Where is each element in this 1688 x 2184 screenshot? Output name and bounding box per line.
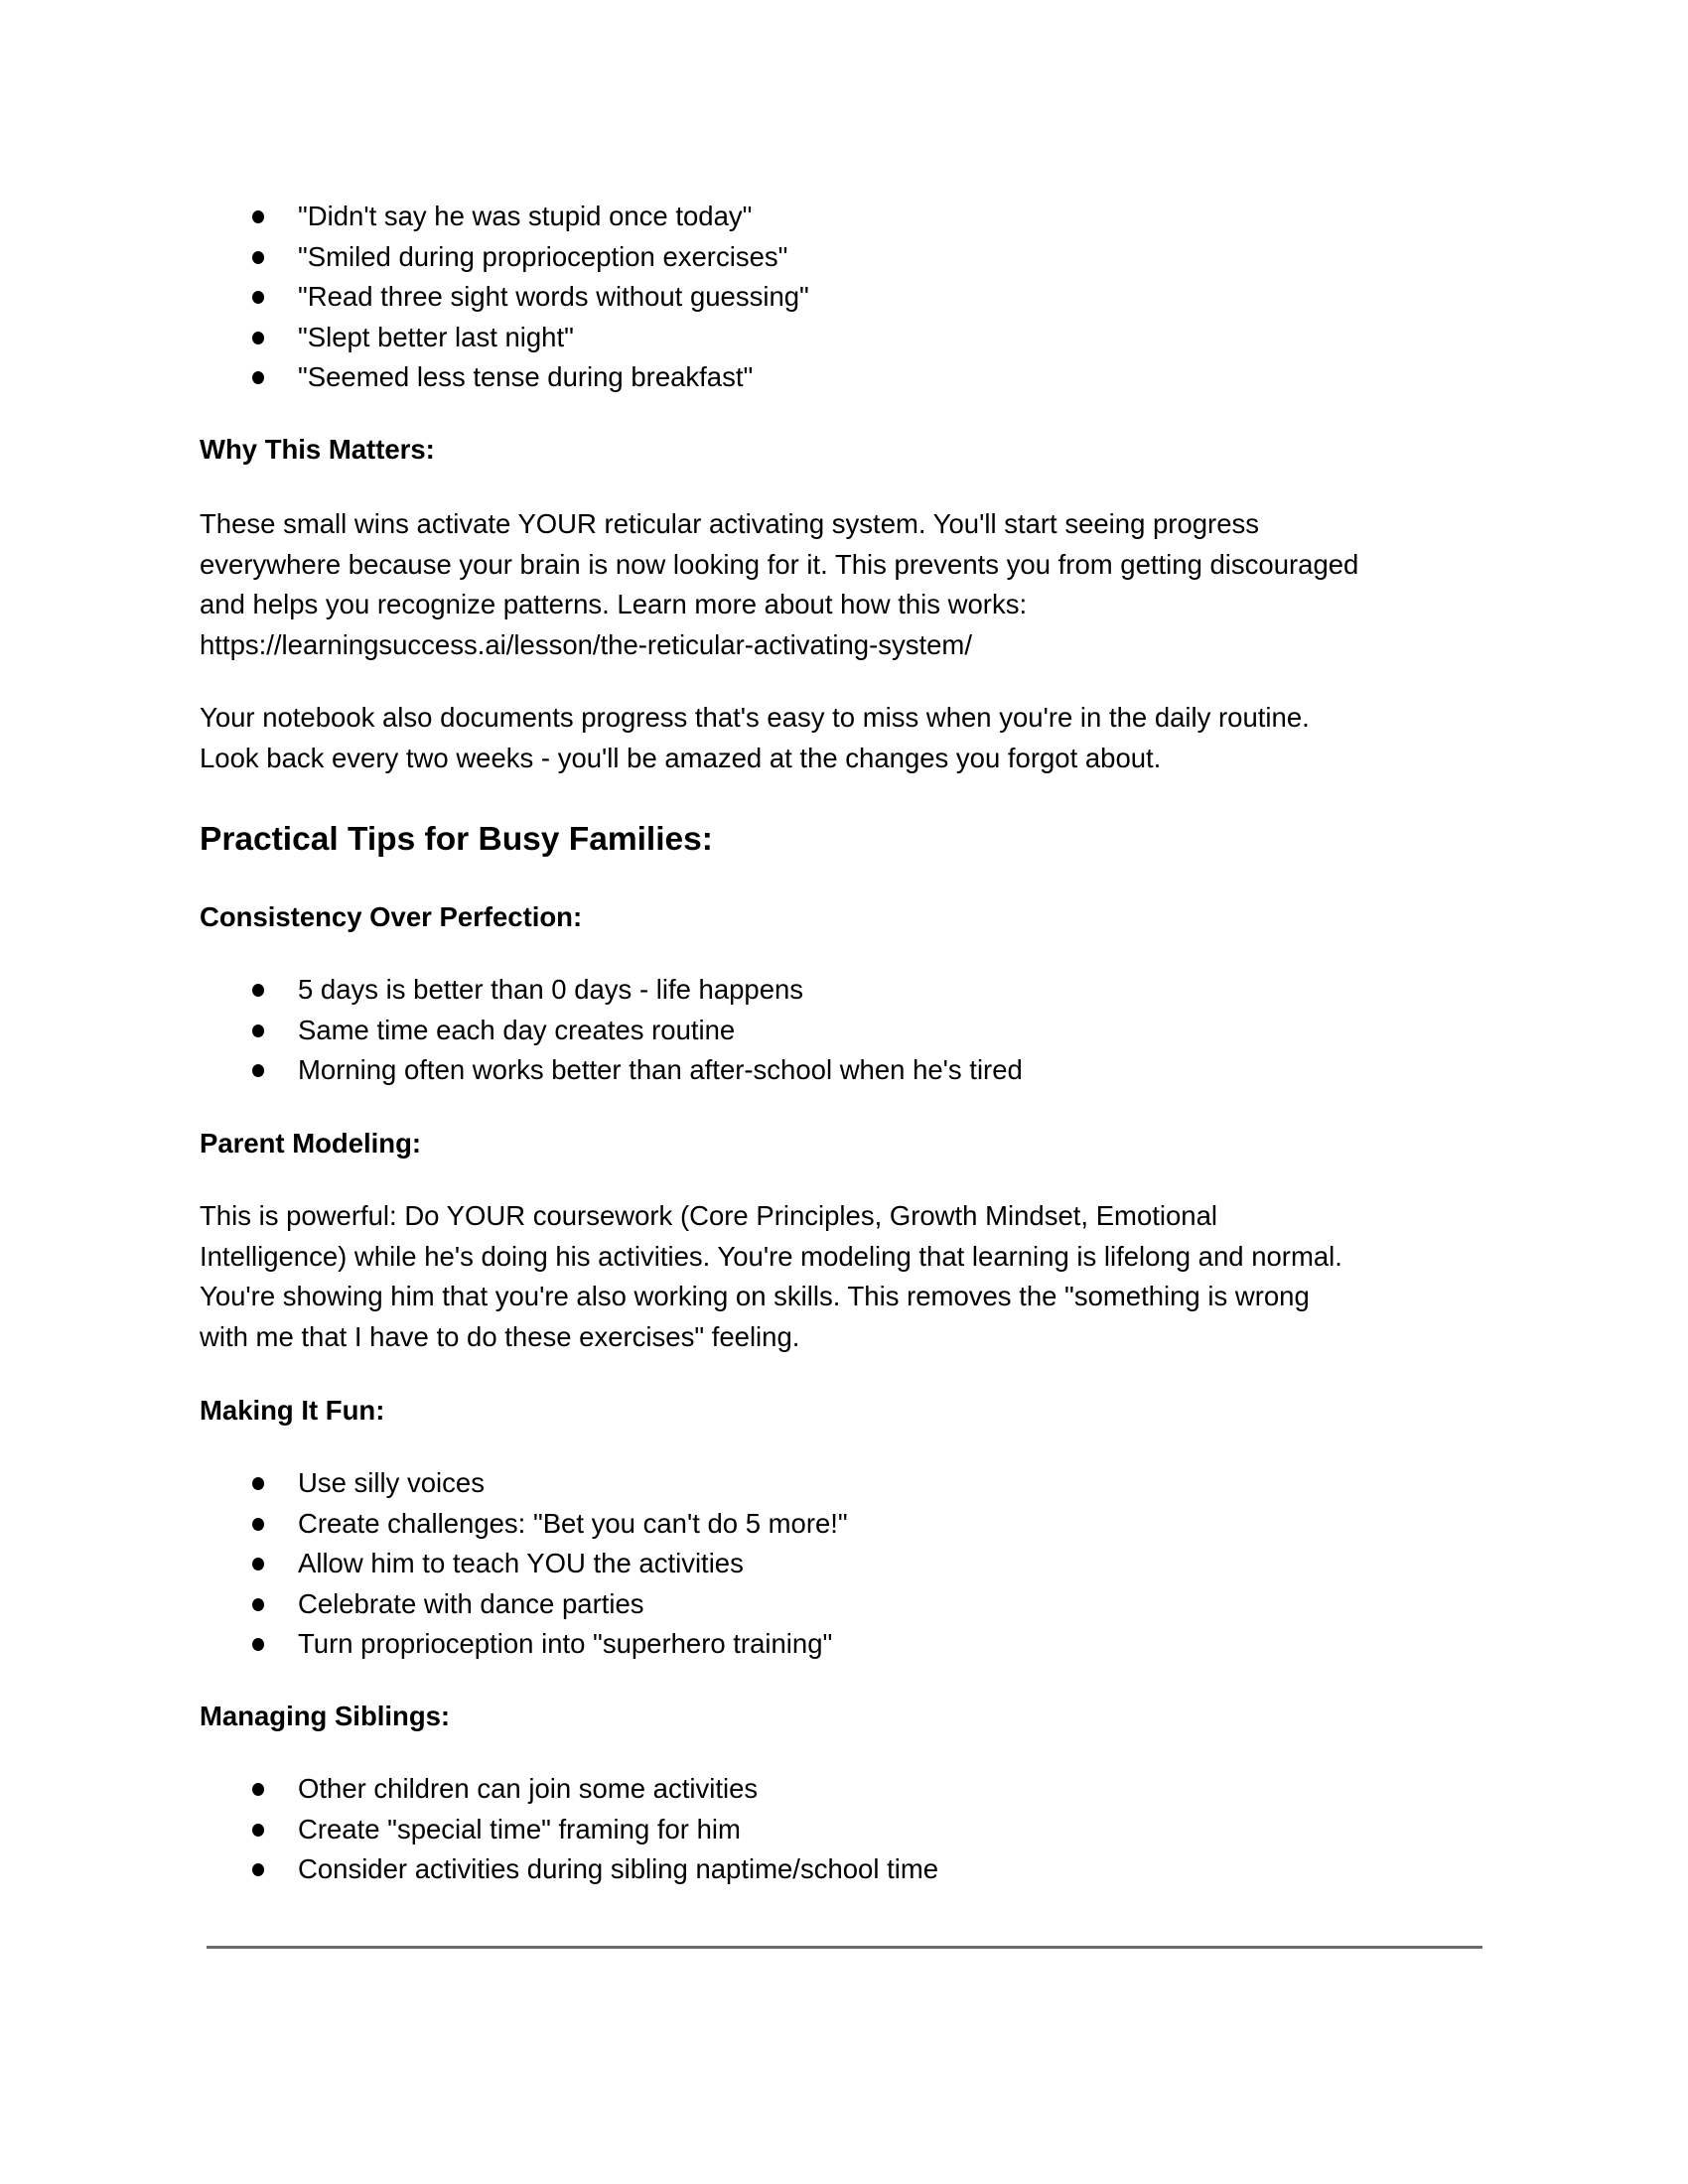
bullet-icon xyxy=(252,332,264,344)
why-this-matters-heading: Why This Matters: xyxy=(200,434,435,465)
bullet-icon xyxy=(252,1477,264,1490)
list-item-text: Use silly voices xyxy=(298,1467,485,1498)
practical-tips-heading: Practical Tips for Busy Families: xyxy=(200,821,713,858)
bullet-icon xyxy=(252,371,264,384)
paragraph-line: Look back every two weeks - you'll be amazed at the changes you forgot about. xyxy=(200,742,1162,773)
list-item-text: Allow him to teach YOU the activities xyxy=(298,1548,744,1579)
parent-modeling-paragraph xyxy=(200,1196,1342,1357)
list-item-text: "Didn't say he was stupid once today" xyxy=(298,201,753,231)
horizontal-divider xyxy=(207,1946,1482,1949)
list-item-text: Same time each day creates routine xyxy=(298,1014,736,1045)
bullet-icon xyxy=(252,984,264,997)
reticular-system-link[interactable]: https://learningsuccess.ai/lesson/the-reticular-activating-system/ xyxy=(200,628,972,660)
bullet-icon xyxy=(252,1558,264,1570)
list-item-text: Celebrate with dance parties xyxy=(298,1587,644,1619)
list-item-text: Turn proprioception into "superhero training" xyxy=(298,1628,833,1660)
list-item-text: "Read three sight words without guessing" xyxy=(298,281,809,313)
paragraph-line: with me that I have to do these exercises" feeling. xyxy=(200,1320,800,1352)
bullet-icon xyxy=(252,1064,264,1077)
parent-modeling-heading: Parent Modeling: xyxy=(200,1128,422,1159)
bullet-icon xyxy=(252,210,264,223)
bullet-icon xyxy=(252,1824,264,1837)
list-item-text: Morning often works better than after-school when he's tired xyxy=(298,1054,1023,1086)
list-item-text: Consider activities during sibling naptime/school time xyxy=(298,1853,939,1885)
bullet-icon xyxy=(252,1518,264,1531)
bullet-icon xyxy=(252,1024,264,1037)
making-it-fun-heading: Making It Fun: xyxy=(200,1395,385,1426)
paragraph-line: everywhere because your brain is now looking for it. This prevents you from getting discouraged xyxy=(200,548,1359,580)
list-item-text: "Seemed less tense during breakfast" xyxy=(298,361,754,393)
list-item-text: 5 days is better than 0 days - life happens xyxy=(298,974,804,1005)
bullet-icon xyxy=(252,291,264,304)
bullet-icon xyxy=(252,1638,264,1651)
list-item-text: "Smiled during proprioception exercises" xyxy=(298,240,788,272)
paragraph-line: You're showing him that you're also working on skills. This removes the "something is wrong xyxy=(200,1281,1310,1311)
bullet-icon xyxy=(252,1783,264,1796)
managing-siblings-heading: Managing Siblings: xyxy=(200,1701,451,1731)
paragraph-line: and helps you recognize patterns. Learn more about how this works: xyxy=(200,589,1028,619)
why-this-matters-paragraph xyxy=(200,504,1358,665)
list-item-text: Create "special time" framing for him xyxy=(298,1813,741,1844)
list-item-text: Create challenges: "Bet you can't do 5 more!" xyxy=(298,1507,848,1539)
consistency-heading: Consistency Over Perfection: xyxy=(200,901,583,932)
bullet-icon xyxy=(252,1863,264,1876)
bullet-icon xyxy=(252,251,264,264)
paragraph-line: These small wins activate YOUR reticular activating system. You'll start seeing progress xyxy=(200,508,1259,539)
list-item-text: Other children can join some activities xyxy=(298,1773,759,1804)
list-item-text: "Slept better last night" xyxy=(298,321,574,352)
paragraph-line: Your notebook also documents progress that's easy to miss when you're in the daily routine. xyxy=(200,702,1310,733)
bullet-icon xyxy=(252,1598,264,1611)
notebook-paragraph xyxy=(200,698,1310,778)
paragraph-line: This is powerful: Do YOUR coursework (Core Principles, Growth Mindset, Emotional xyxy=(200,1200,1217,1231)
paragraph-line: Intelligence) while he's doing his activities. You're modeling that learning is lifelong and normal. xyxy=(200,1240,1342,1272)
